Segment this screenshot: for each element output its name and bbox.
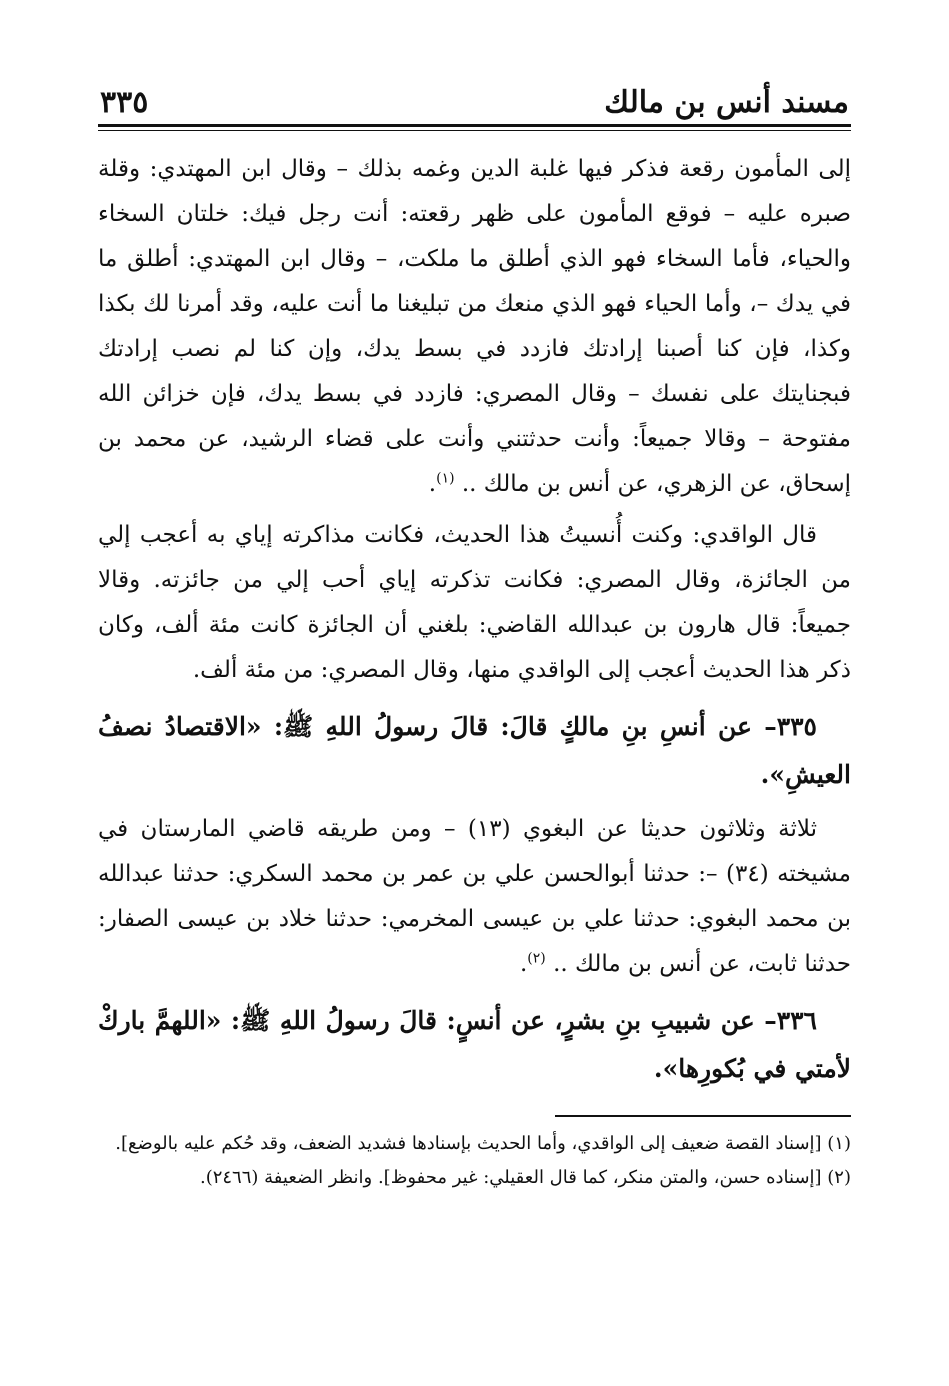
page-number: ٣٣٥ [100, 85, 149, 120]
paragraph-text: ثلاثة وثلاثون حديثا عن البغوي (١٣) – ومن طريقه قاضي المارستان في مشيخته (٣٤) –: حدثنا أبوالحسن علي بن عمر بن محمد السكري: حدثنا عبدالله بن محمد البغوي: حدثنا علي بن عيسى المخرمي: حدثنا خلاد بن عيسى الصفار: حدثنا ثابت، عن أنس بن مالك .. [98, 816, 851, 977]
paragraph-waqidi [98, 513, 851, 693]
running-title: مسند أنس بن مالك [604, 85, 849, 120]
main-text [98, 147, 851, 1093]
paragraph-text: قال الواقدي: وكنت أُنسيتُ هذا الحديث، فكانت مذاكرته إياي به أعجب إلي من الجائزة، وقال المصري: فكانت تذكرته إياي أحب إلي من جائزته. وقالا جميعاً: قال هارون بن عبدالله القاضي: بلغني أن الجائزة كانت مئة ألف، وكان ذكر هذا الحديث أعجب إلى الواقدي منها، وقال المصري: من مئة ألف. [98, 522, 851, 683]
header-rule-thick [98, 124, 851, 127]
footnote-ref-2: (٢) [527, 950, 546, 967]
paragraph-end-mark: . [519, 951, 528, 977]
footnote-ref-1: (١) [436, 470, 455, 487]
paragraph-text: إلى المأمون رقعة فذكر فيها غلبة الدين وغمه بذلك – وقال ابن المهتدي: وقلة صبره عليه – فوقع المأمون على ظهر رقعته: أنت رجل فيك: خلتان السخاء والحياء، فأما السخاء فهو الذي أطلق ما ملكت، – وقال ابن المهتدي: أطلق ما في يدك –، وأما الحياء فهو الذي منعك من تبليغنا ما أنت عليه، وقد أمرنا لك بكذا وكذا، فإن كنا أصبنا إرادتك فازدد في بسط يدك، وإن كنا لم نصب إرادتك فبجنايتك على نفسك – وقال المصري: فازدد في بسط يدك، فإن خزائن الله مفتوحة – وقالا جميعاً: وأنت حدثتني وأنت على قضاء الرشيد، عن محمد بن إسحاق، عن الزهري، عن أنس بن مالك .. [98, 156, 851, 497]
page-header [98, 70, 851, 118]
header-rule-thin [98, 130, 851, 131]
footnotes [98, 1127, 851, 1195]
paragraph-isnad [98, 807, 851, 987]
footnote-2: (٢) [إسناده حسن، والمتن منكر، كما قال العقيلي: غير محفوظ]. وانظر الضعيفة (٢٤٦٦). [199, 1167, 851, 1188]
book-page [98, 70, 851, 1195]
footnote-divider [555, 1115, 851, 1117]
paragraph-end-mark: . [428, 471, 437, 497]
footnote-1: (١) [إسناد القصة ضعيف إلى الواقدي، وأما الحديث بإسنادها فشديد الضعف، وقد حُكم عليه بالوضع]. [115, 1133, 851, 1154]
hadith-335: ٣٣٥– عن أنسِ بنِ مالكٍ قالَ: قالَ رسولُ اللهِ ﷺ: «الاقتصادُ نصفُ العيشِ». [98, 712, 851, 789]
paragraph-story [98, 147, 851, 507]
hadith-336: ٣٣٦– عن شبيبِ بنِ بشرٍ، عن أنسٍ: قالَ رسولُ اللهِ ﷺ: «اللهمَّ باركْ لأمتي في بُكورِها». [98, 1006, 851, 1083]
